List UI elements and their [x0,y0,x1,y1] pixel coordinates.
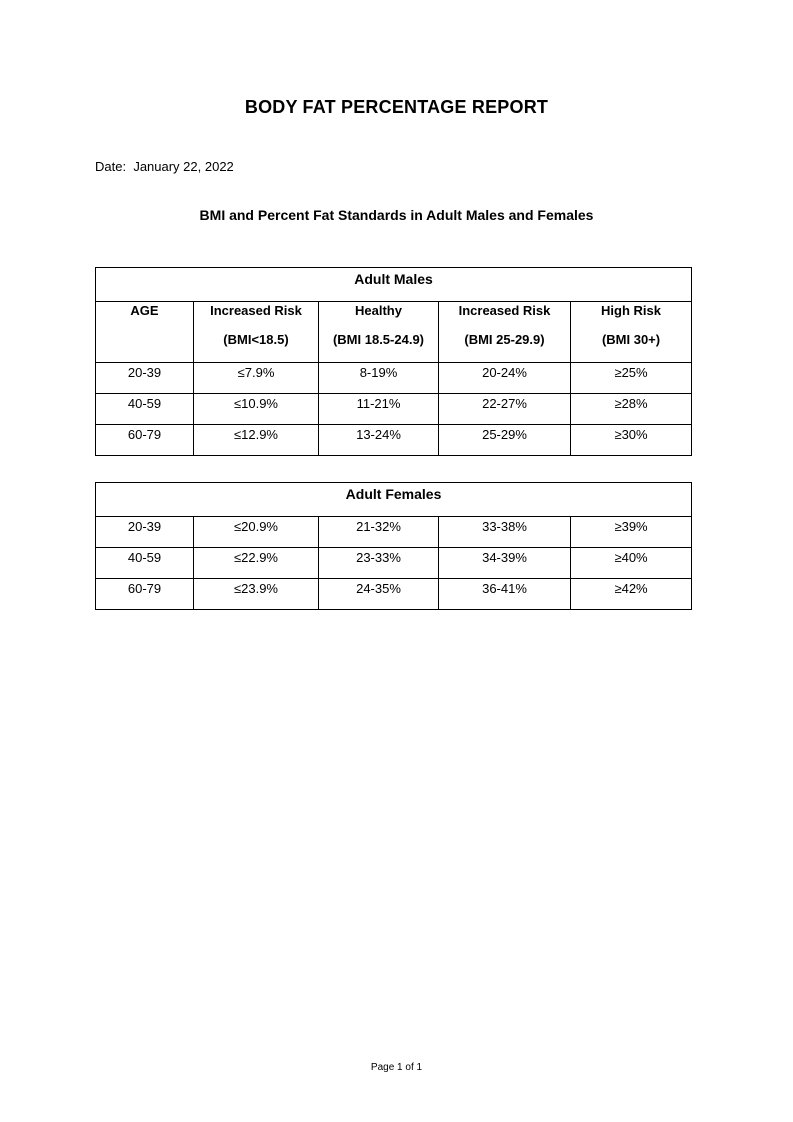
table-row [96,579,692,610]
table-row [96,394,692,425]
males-age-cell: 60-79 [96,425,194,456]
males-value-cell: ≥30% [571,425,692,456]
table-row [96,363,692,394]
date-line [95,159,234,174]
males-age-cell: 40-59 [96,394,194,425]
females-value-cell: ≤22.9% [194,548,319,579]
males-value-cell: 20-24% [439,363,571,394]
adult-males-table [95,267,692,456]
males-value-cell: 22-27% [439,394,571,425]
header-high-risk-label: High Risk [601,303,661,318]
females-value-cell: 23-33% [319,548,439,579]
males-value-cell: 25-29% [439,425,571,456]
table-row [96,425,692,456]
report-title: BODY FAT PERCENTAGE REPORT [244,97,549,117]
adult-females-caption: Adult Females [96,483,692,517]
females-value-cell: 33-38% [439,517,571,548]
females-value-cell: ≤23.9% [194,579,319,610]
males-value-cell: ≤12.9% [194,425,319,456]
page-footer: Page 1 of 1 [370,1062,423,1073]
males-value-cell: ≤7.9% [194,363,319,394]
table-row [96,517,692,548]
header-overweight-label: Increased Risk [458,303,551,318]
males-value-cell: ≥28% [571,394,692,425]
females-age-cell: 40-59 [96,548,194,579]
header-overweight-bmi: (BMI 25-29.9) [464,332,545,347]
date-value: January 22, 2022 [133,159,234,174]
males-value-cell: 13-24% [319,425,439,456]
table-row [96,548,692,579]
header-healthy [319,302,439,363]
table-caption-row [96,483,692,517]
table-caption-row [96,268,692,302]
header-underweight-label: Increased Risk [210,303,302,318]
females-value-cell: 36-41% [439,579,571,610]
males-value-cell: ≤10.9% [194,394,319,425]
males-age-cell: 20-39 [96,363,194,394]
header-underweight-bmi: (BMI<18.5) [223,332,289,347]
header-age [96,302,194,363]
header-healthy-bmi: (BMI 18.5-24.9) [332,332,425,347]
header-high-risk [571,302,692,363]
standards-subtitle: BMI and Percent Fat Standards in Adult Males and Females [199,207,594,223]
header-healthy-label: Healthy [355,303,402,318]
table-header-row [96,302,692,363]
header-high-risk-bmi: (BMI 30+) [601,332,661,347]
females-value-cell: ≥40% [571,548,692,579]
males-value-cell: ≥25% [571,363,692,394]
females-value-cell: 34-39% [439,548,571,579]
adult-females-table [95,482,692,610]
females-value-cell: ≥39% [571,517,692,548]
males-value-cell: 8-19% [319,363,439,394]
females-value-cell: 24-35% [319,579,439,610]
date-label: Date: [95,159,127,174]
header-underweight [194,302,319,363]
females-age-cell: 60-79 [96,579,194,610]
males-value-cell: 11-21% [319,394,439,425]
header-age-label: AGE [130,303,159,318]
females-value-cell: ≤20.9% [194,517,319,548]
females-value-cell: ≥42% [571,579,692,610]
header-overweight [439,302,571,363]
adult-males-caption: Adult Males [96,268,692,302]
females-value-cell: 21-32% [319,517,439,548]
females-age-cell: 20-39 [96,517,194,548]
